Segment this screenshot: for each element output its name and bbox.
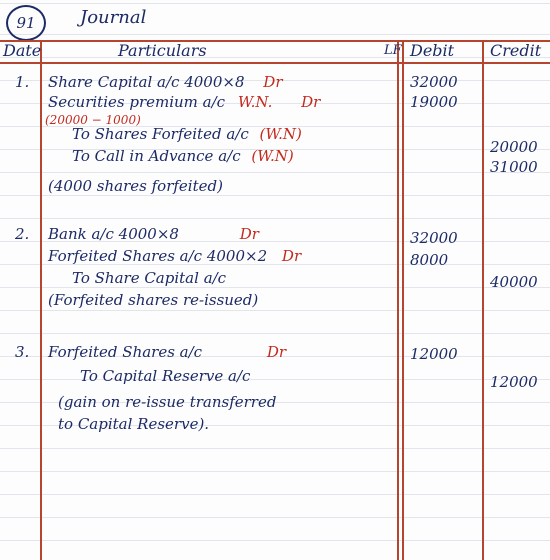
dr-mark: Dr bbox=[266, 343, 287, 361]
entry-3-debit-amount-1: 12000 bbox=[410, 345, 458, 363]
entry-2-number: 2. bbox=[15, 225, 30, 243]
entry-3-narration-line-2: to Capital Reserve). bbox=[58, 415, 210, 433]
entry-2-credit-amount-1: 40000 bbox=[490, 273, 538, 291]
account-text: Share Capital a/c 4000×8 bbox=[48, 73, 245, 91]
entry-1-credit-line-1 bbox=[72, 124, 302, 144]
entry-3-debit-line-1 bbox=[48, 342, 286, 362]
header-particulars: Particulars bbox=[118, 41, 207, 60]
question-number: 91 bbox=[16, 14, 36, 32]
entry-1-credit-amount-2: 31000 bbox=[490, 158, 538, 176]
entry-2-debit-line-2 bbox=[48, 246, 301, 266]
entry-1-calculation: (20000 − 1000) bbox=[45, 113, 141, 127]
entry-1-credit-amount-1: 20000 bbox=[490, 138, 538, 156]
question-number-circle bbox=[6, 5, 46, 41]
entry-1-number: 1. bbox=[15, 73, 30, 91]
entry-1-narration: (4000 shares forfeited) bbox=[48, 177, 223, 195]
entry-2-narration: (Forfeited shares re-issued) bbox=[48, 291, 259, 309]
dr-mark: Dr bbox=[263, 73, 283, 91]
header-top-rule bbox=[0, 40, 550, 42]
entry-2-debit-line-1 bbox=[48, 224, 259, 244]
entry-3-credit-amount-1: 12000 bbox=[490, 373, 538, 391]
working-note-ref: W.N. bbox=[237, 93, 273, 111]
header-date: Date bbox=[3, 41, 42, 60]
header-bottom-rule bbox=[0, 62, 550, 64]
account-text: Bank a/c 4000×8 bbox=[48, 225, 179, 243]
dr-mark: Dr bbox=[281, 247, 302, 265]
working-note-ref: (W.N) bbox=[251, 147, 294, 165]
date-column-rule bbox=[40, 40, 42, 560]
account-text: Securities premium a/c bbox=[48, 93, 226, 111]
page-title: Journal bbox=[80, 7, 147, 28]
entry-2-debit-amount-2: 8000 bbox=[410, 251, 449, 269]
header-credit: Credit bbox=[490, 41, 542, 60]
entry-1-debit-amount-1: 32000 bbox=[410, 73, 458, 91]
dr-mark: Dr bbox=[301, 93, 321, 111]
entry-1-debit-line-1 bbox=[48, 72, 283, 92]
entry-1-debit-line-2 bbox=[48, 92, 320, 112]
entry-3-number: 3. bbox=[15, 343, 30, 361]
entry-1-credit-line-2 bbox=[72, 146, 294, 166]
account-text: To Shares Forfeited a/c bbox=[72, 125, 249, 143]
dr-mark: Dr bbox=[239, 225, 259, 243]
entry-3-narration-line-1: (gain on re-issue transferred bbox=[58, 393, 277, 411]
account-text: To Call in Advance a/c bbox=[72, 147, 241, 165]
lf-column-rule-left bbox=[397, 40, 399, 560]
lf-column-rule-right bbox=[402, 40, 404, 560]
debit-column-rule bbox=[482, 40, 484, 560]
entry-3-credit-line-1: To Capital Reserve a/c bbox=[80, 367, 251, 385]
entry-1-debit-amount-2: 19000 bbox=[410, 93, 458, 111]
working-note-ref: (W.N) bbox=[259, 125, 302, 143]
entry-2-credit-line-1: To Share Capital a/c bbox=[72, 269, 227, 287]
entry-2-debit-amount-1: 32000 bbox=[410, 229, 458, 247]
account-text: Forfeited Shares a/c bbox=[48, 343, 203, 361]
header-lf: LF bbox=[384, 43, 402, 58]
account-text: Forfeited Shares a/c 4000×2 bbox=[48, 247, 268, 265]
header-debit: Debit bbox=[410, 41, 455, 60]
